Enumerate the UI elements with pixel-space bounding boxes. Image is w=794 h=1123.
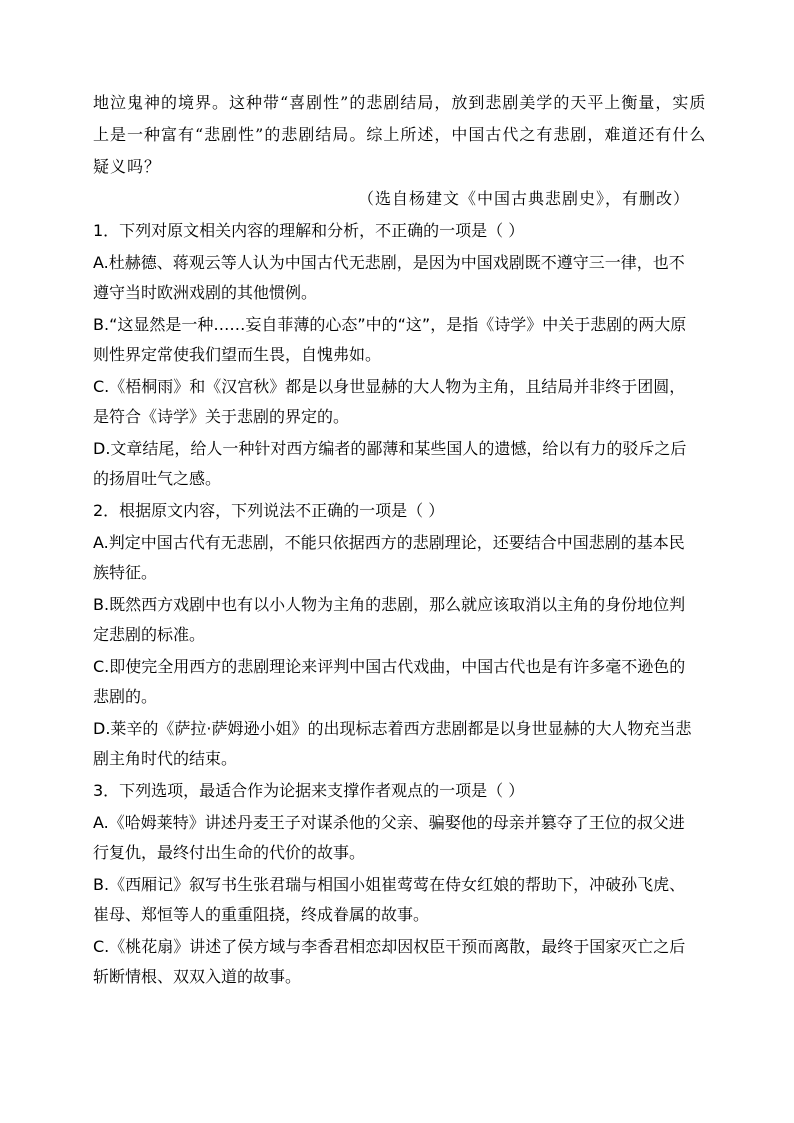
option-line: 行复仇，最终付出生命的代价的故事。 <box>93 843 366 862</box>
option-line: C.即使完全用西方的悲剧理论来评判中国古代戏曲，中国古代也是有许多毫不逊色的 <box>93 657 686 676</box>
option-line: 族特征。 <box>93 563 158 582</box>
option-line: 是符合《诗学》关于悲剧的界定的。 <box>93 407 350 426</box>
question-stem: 1．下列对原文相关内容的理解和分析，不正确的一项是（ ） <box>93 221 525 240</box>
option-line: 遵守当时欧洲戏剧的其他惯例。 <box>93 283 318 302</box>
option-line: 则性界定常使我们望而生畏，自愧弗如。 <box>93 345 382 364</box>
option-line: B.“这显然是一种……妄自菲薄的心态”中的“这”，是指《诗学》中关于悲剧的两大原 <box>93 315 687 334</box>
option-line: A.判定中国古代有无悲剧，不能只依据西方的悲剧理论，还要结合中国悲剧的基本民 <box>93 533 685 552</box>
option-line: B.既然西方戏剧中也有以小人物为主角的悲剧，那么就应该取消以主角的身份地位判 <box>93 595 686 614</box>
option-line: C.《桃花扇》讲述了侯方域与李香君相恋却因权臣干预而离散，最终于国家灭亡之后 <box>93 937 686 956</box>
option-line: D.文章结尾，给人一种针对西方编者的鄙薄和某些国人的遗憾，给以有力的驳斥之后 <box>93 439 687 458</box>
option-line: 悲剧的。 <box>93 687 158 706</box>
passage-line: 疑义吗？ <box>93 157 162 176</box>
option-line: 崔母、郑恒等人的重重阻挠，终成眷属的故事。 <box>93 905 430 924</box>
option-line: 的扬眉吐气之感。 <box>93 469 222 488</box>
option-line: A.杜赫德、蒋观云等人认为中国古代无悲剧，是因为中国戏剧既不遵守三一律，也不 <box>93 253 685 272</box>
option-line: D.莱辛的《萨拉·萨姆逊小姐》的出现标志着西方悲剧都是以身世显赫的大人物充当悲 <box>93 719 692 738</box>
option-line: B.《西厢记》叙写书生张君瑞与相国小姐崔莺莺在侍女红娘的帮助下，冲破孙飞虎、 <box>93 875 686 894</box>
passage-source: （选自杨建文《中国古典悲剧史》，有删改） <box>357 189 690 208</box>
option-line: C.《梧桐雨》和《汉宫秋》都是以身世显赫的大人物为主角，且结局并非终于团圆， <box>93 377 686 396</box>
question-stem: 2．根据原文内容，下列说法不正确的一项是（ ） <box>93 501 445 520</box>
question-stem: 3．下列选项，最适合作为论据来支撑作者观点的一项是（ ） <box>93 781 525 800</box>
option-line: A.《哈姆莱特》讲述丹麦王子对谋杀他的父亲、骗娶他的母亲并篡夺了王位的叔父进 <box>93 813 685 832</box>
option-line: 剧主角时代的结束。 <box>93 749 238 768</box>
passage-line: 上是一种富有“悲剧性”的悲剧结局。综上所述，中国古代之有悲剧，难道还有什么 <box>93 125 707 144</box>
option-line: 斩断情根、双双入道的故事。 <box>93 967 302 986</box>
option-line: 定悲剧的标准。 <box>93 625 206 644</box>
passage-line: 地泣鬼神的境界。这种带“喜剧性”的悲剧结局，放到悲剧美学的天平上衡量，实质 <box>93 93 707 112</box>
